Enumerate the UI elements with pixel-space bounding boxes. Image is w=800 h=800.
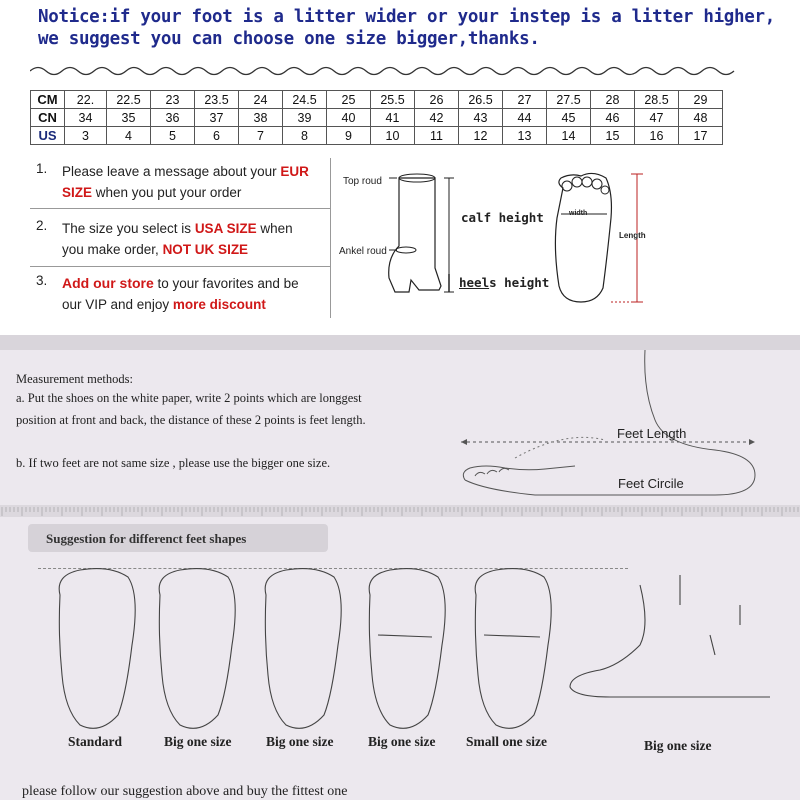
size-cell: 22.5 [107, 91, 151, 109]
note-3-text-c: our VIP and enjoy [62, 297, 173, 312]
size-row-cn [31, 109, 723, 127]
feet-shapes-illustration [0, 565, 800, 745]
heels-label-a: heel [459, 275, 490, 290]
size-row-label: CM [31, 91, 65, 109]
size-cell: 45 [547, 109, 591, 127]
note-divider [30, 208, 330, 209]
note-1-size: SIZE [62, 185, 93, 200]
size-cell: 12 [459, 127, 503, 145]
ruler-strip [0, 505, 800, 517]
size-cell: 4 [107, 127, 151, 145]
size-cell: 25 [327, 91, 371, 109]
heels-height-label [459, 275, 549, 290]
note-3-discount: more discount [172, 297, 266, 312]
size-cell: 37 [195, 109, 239, 127]
measurement-step-a2: position at front and back, the distance of these 2 points is feet length. [16, 413, 366, 427]
length-label: Length [619, 231, 646, 240]
notice-line-2: we suggest you can choose one size bigger,thanks. [38, 29, 540, 49]
size-cell: 8 [283, 127, 327, 145]
size-cell: 26.5 [459, 91, 503, 109]
suggestion-title: Suggestion for differenct feet shapes [46, 531, 247, 546]
note-2-text-c: when [256, 221, 293, 236]
size-cell: 43 [459, 109, 503, 127]
size-cell: 36 [151, 109, 195, 127]
size-cell: 11 [415, 127, 459, 145]
size-cell: 35 [107, 109, 151, 127]
note-1-text-a: Please leave a message about your [62, 164, 281, 179]
size-cell: 44 [503, 109, 547, 127]
caption-small: Small one size [466, 734, 547, 749]
ankel-roud-label: Ankel roud [339, 246, 387, 257]
measurement-step-a1: a. Put the shoes on the white paper, write 2 points which are longgest [16, 391, 362, 405]
note-2-text-a: The size you select is [62, 221, 195, 236]
size-cell: 15 [591, 127, 635, 145]
caption-big-4: Big one size [644, 738, 712, 753]
size-cell: 24.5 [283, 91, 327, 109]
size-cell: 22. [65, 91, 107, 109]
measurement-step-b: b. If two feet are not same size , please use the bigger one size. [16, 456, 331, 470]
size-cell: 9 [327, 127, 371, 145]
size-cell: 23 [151, 91, 195, 109]
feet-circle-label: Feet Circile [618, 476, 684, 491]
size-cell: 5 [151, 127, 195, 145]
note-3-add-store: Add our store [62, 275, 154, 291]
feet-length-label: Feet Length [617, 426, 687, 441]
size-cell: 48 [679, 109, 723, 127]
caption-standard: Standard [68, 734, 123, 749]
note-3 [30, 270, 330, 320]
note-3-number: 3. [36, 273, 48, 288]
order-notes [30, 158, 330, 318]
note-2-number: 2. [36, 218, 48, 233]
top-roud-label: Top roud [343, 176, 382, 187]
note-2-text-d: you make order, [62, 242, 163, 257]
size-table [30, 90, 723, 145]
boot-illustration [331, 158, 731, 318]
size-cell: 27 [503, 91, 547, 109]
note-2-usa-size: USA SIZE [194, 221, 257, 236]
size-cell: 47 [635, 109, 679, 127]
size-chart-panel [0, 0, 800, 340]
size-cell: 34 [65, 109, 107, 127]
note-divider [30, 266, 330, 267]
note-1-text-d: when you put your order [92, 185, 242, 200]
size-cell: 24 [239, 91, 283, 109]
calf-height-label: calf height [461, 210, 544, 225]
notice-text [38, 6, 775, 50]
note-3-text-b: to your favorites and be [153, 276, 299, 291]
size-cell: 26 [415, 91, 459, 109]
note-2 [30, 215, 330, 265]
size-cell: 10 [371, 127, 415, 145]
notice-line-1: Notice:if your foot is a litter wider or your instep is a litter higher, [38, 7, 775, 27]
size-cell: 28.5 [635, 91, 679, 109]
size-cell: 42 [415, 109, 459, 127]
size-cell: 25.5 [371, 91, 415, 109]
suggestion-heading [28, 524, 328, 552]
size-cell: 28 [591, 91, 635, 109]
size-row-label: US [31, 127, 65, 145]
size-cell: 39 [283, 109, 327, 127]
boot-measure-diagram [330, 158, 731, 318]
caption-big-2: Big one size [266, 734, 334, 749]
footer-text: please follow our suggestion above and buy the fittest one [22, 784, 348, 799]
size-cell: 16 [635, 127, 679, 145]
note-2-not-uk: NOT UK SIZE [162, 242, 249, 257]
width-label: width [569, 210, 588, 217]
size-cell: 13 [503, 127, 547, 145]
section-divider-strip [0, 335, 800, 350]
note-1 [30, 158, 330, 208]
size-row-cm [31, 91, 723, 109]
size-cell: 41 [371, 109, 415, 127]
size-row-us [31, 127, 723, 145]
size-cell: 40 [327, 109, 371, 127]
size-cell: 3 [65, 127, 107, 145]
size-cell: 6 [195, 127, 239, 145]
note-1-eur: EUR [280, 164, 309, 179]
size-row-label: CN [31, 109, 65, 127]
note-1-text [62, 161, 309, 203]
heels-label-b: s height [489, 275, 550, 290]
size-cell: 14 [547, 127, 591, 145]
note-1-number: 1. [36, 161, 48, 176]
caption-big-1: Big one size [164, 734, 232, 749]
size-cell: 23.5 [195, 91, 239, 109]
size-cell: 29 [679, 91, 723, 109]
size-cell: 27.5 [547, 91, 591, 109]
size-cell: 38 [239, 109, 283, 127]
size-cell: 7 [239, 127, 283, 145]
wave-divider [30, 64, 740, 78]
size-cell: 17 [679, 127, 723, 145]
note-2-text [62, 218, 293, 260]
measurement-panel [0, 350, 800, 800]
size-cell: 46 [591, 109, 635, 127]
note-3-text [62, 273, 299, 315]
measurement-title: Measurement methods: [16, 372, 133, 386]
caption-big-3: Big one size [368, 734, 436, 749]
